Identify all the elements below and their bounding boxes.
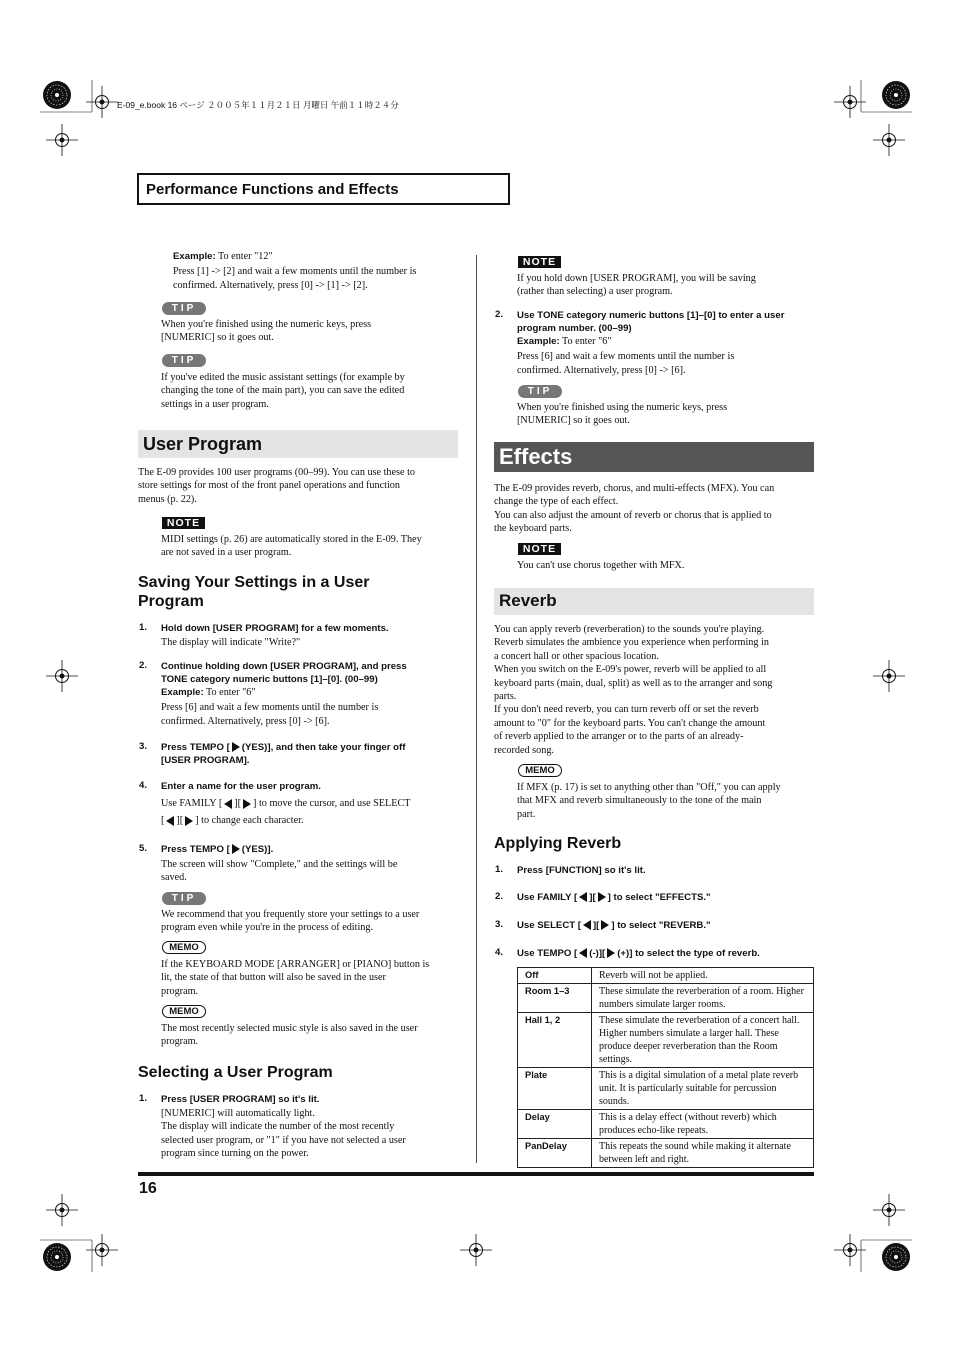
paragraph-line: a concert hall or other spacious location. [494,650,659,662]
save-step-5 [139,843,398,885]
memo-line: that MFX and reverb simultaneously to the tone of the main [517,795,762,807]
step-instruction: Hold down [USER PROGRAM] for a few moments. [161,623,389,634]
step-number: 2. [495,891,504,902]
step-number: 1. [139,1093,148,1104]
memo-1-text [161,958,429,998]
memo-3-text [517,781,781,821]
memo-line: If MFX (p. 17) is set to anything other than "Off," you can apply [517,782,781,793]
reverb-heading-bar [494,588,814,615]
step-body: The display will indicate the number of the most recently [161,1121,395,1133]
paragraph-line: store settings for most of the front panel operations and function [138,480,400,492]
step-instruction: Continue holding down [USER PROGRAM], and press [161,661,407,672]
paragraph-line: parts. [494,691,517,703]
step-instruction: Use FAMILY [ [517,892,578,903]
paragraph-line: menus (p. 22). [138,493,197,505]
paragraph-line: The E-09 provides 100 user programs (00–99). You can use these to [138,467,415,478]
step-instruction: ][ [589,892,596,903]
effects-heading-bar [494,442,814,472]
selecting-heading: Selecting a User Program [138,1064,333,1081]
right-arrow-icon [232,742,240,752]
note-line: If you hold down [USER PROGRAM], you will be saving [517,273,756,284]
right-arrow-icon [601,920,609,930]
step-instruction: (-)][ [589,948,606,959]
step-body: The screen will show "Complete," and the settings will be [161,859,398,870]
step-instruction: [USER PROGRAM]. [161,755,250,766]
tip-1-line: When you're finished using the numeric keys, press [161,319,372,330]
chapter-title-box [137,173,510,205]
user-program-intro [138,466,415,506]
example-text: To enter "12" [215,251,273,262]
note-line: are not saved in a user program. [161,547,292,559]
reverb-heading: Reverb [499,591,557,610]
step-instruction: (YES)]. [241,844,274,855]
step-body: confirmed. Alternatively, press [0] -> [6]. [517,364,686,376]
step-instruction: Use SELECT [ [517,920,581,931]
step-instruction: Enter a name for the user program. [161,781,321,792]
paragraph-line: You can apply reverb (reverberation) to the sounds you're playing. [494,624,765,635]
paragraph-line: recorded song. [494,744,554,756]
table-row [518,968,814,984]
tip-badge: TIP [162,302,206,315]
user-program-heading-bar [138,430,458,458]
reverb-type-name: Hall 1, 2 [518,1013,592,1068]
crop-header-text: E-09_e.book 16 ページ ２００５年１１月２１日 月曜日 午前１１時２４分 [117,100,399,110]
reverb-type-name: Room 1–3 [518,984,592,1013]
table-row [518,1013,814,1068]
step-instruction: ][ [592,920,600,931]
step-instruction: TONE category numeric buttons [1]–[0]. (00–99) [161,674,378,685]
saving-heading-line: Saving Your Settings in a User [138,574,370,591]
saving-heading [138,573,369,611]
effects-heading: Effects [499,444,573,469]
tip-3-line: We recommend that you frequently store your settings to a user [161,909,420,920]
paragraph-line: The E-09 provides reverb, chorus, and multi-effects (MFX). You can [494,483,775,494]
memo-line: program. [161,1036,199,1048]
tip-1-line: [NUMERIC] so it goes out. [161,332,274,344]
saving-heading-line: Program [138,593,204,610]
memo-badge: MEMO [162,1005,206,1018]
step-number: 3. [139,741,148,752]
step-body: [ [161,815,165,827]
step-instruction: Press TEMPO [ [161,742,230,753]
save-step-3 [139,741,406,767]
footer-rule [138,1172,814,1176]
example-label: Example: [517,336,560,347]
step-instruction: Use TONE category numeric buttons [1]–[0] to enter a user [517,310,785,321]
step-body: The display will indicate "Write?" [161,637,301,648]
left-arrow-icon [579,892,587,902]
right-arrow-icon [598,892,606,902]
tip-3-line: program even while you're in the process of editing. [161,922,374,934]
step-instruction: Use TEMPO [ [517,948,578,959]
memo-line: part. [517,808,536,820]
column-divider [476,255,477,1163]
user-program-heading: User Program [143,434,263,454]
step-instruction: Press [USER PROGRAM] so it's lit. [161,1094,320,1105]
tip-badge: TIP [162,354,206,367]
tip-badge: TIP [518,385,562,398]
reverb-type-description: These simulate the reverberation of a concert hall. Higher numbers simulate a larger hall. These produce deeper reverberation than the Room settings. [592,1013,814,1068]
tip-3-text [161,908,419,935]
reverb-type-description: This is a delay effect (without reverb) which produces echo-like repeats. [592,1110,814,1139]
left-arrow-icon [583,920,591,930]
step-body: Use FAMILY [ [161,798,223,809]
step-number: 4. [495,947,504,958]
right-arrow-icon [185,816,193,826]
example-text: To enter "6" [559,336,612,347]
step-number: 1. [495,864,504,875]
reverb-step-3 [495,919,711,932]
reverb-type-table [517,967,814,1168]
example-label: Example: [173,251,216,262]
save-step-1 [139,622,389,649]
reverb-type-name: Plate [518,1068,592,1110]
note-line: (rather than selecting) a user program. [517,286,673,298]
memo-line: If the KEYBOARD MODE [ARRANGER] or [PIANO] button is [161,959,430,970]
memo-line: lit, the state of that button will also be saved in the user [161,972,386,984]
intro-line-2: confirmed. Alternatively, press [0] -> [1] -> [2]. [173,279,368,291]
reverb-step-1 [495,864,646,877]
tip-2-text [161,371,405,411]
tip-2-line: If you've edited the music assistant settings (for example by [161,372,405,383]
memo-line: program. [161,985,199,997]
reverb-type-name: Delay [518,1110,592,1139]
step-number: 2. [495,309,504,320]
step-instruction: (+)] to select the type of reverb. [617,948,760,959]
reverb-type-name: Off [518,968,592,984]
memo-line: The most recently selected music style is also saved in the user [161,1023,418,1034]
step-number: 1. [139,622,148,633]
step-body: ][ [176,815,184,827]
select-step-2 [495,309,785,377]
step-instruction: Press [FUNCTION] so it's lit. [517,865,646,876]
step-instruction: Press TEMPO [ [161,844,230,855]
save-step-4 [139,780,411,828]
note-badge: NOTE [518,256,561,268]
left-arrow-icon [579,948,587,958]
reverb-type-description: These simulate the reverberation of a room. Higher numbers simulate larger rooms. [592,984,814,1013]
paragraph-line: You can also adjust the amount of reverb or chorus that is applied to [494,509,772,521]
right-arrow-icon [232,844,240,854]
reverb-type-description: Reverb will not be applied. [592,968,814,984]
tip-2-line: changing the tone of the main part), you can save the edited [161,385,405,397]
note-3-text: You can't use chorus together with MFX. [517,560,685,571]
note-badge: NOTE [518,543,561,555]
paragraph-line: When you switch on the E-09's power, reverb will be applied to all [494,664,767,676]
table-row [518,1068,814,1110]
save-step-2 [139,660,407,728]
step-instruction: program number. (00–99) [517,323,632,334]
paragraph-line: amount to "0" for the keyboard parts. You can't change the amount [494,717,766,729]
paragraph-line: change the type of each effect. [494,496,619,508]
reverb-type-description: This repeats the sound while making it alternate between left and right. [592,1139,814,1168]
effects-intro [494,482,774,536]
note-badge: NOTE [162,517,205,529]
tip-badge: TIP [162,892,206,905]
select-step-1 [139,1093,406,1161]
step-body: Press [6] and wait a few moments until the number is [161,702,379,714]
paragraph-line: If you don't need reverb, you can turn reverb off or set the reverb [494,704,759,716]
step-number: 4. [139,780,148,791]
table-row [518,1139,814,1168]
step-body: saved. [161,872,187,884]
paragraph-line: of reverb applied to the arranger or to the parts of an already- [494,731,744,743]
applying-reverb-heading: Applying Reverb [494,835,622,852]
intro-line-1: Press [1] -> [2] and wait a few moments until the number is [173,266,417,278]
step-body: confirmed. Alternatively, press [0] -> [6]. [161,715,330,727]
memo-badge: MEMO [162,941,206,954]
paragraph-line: Reverb simulates the ambience you experience when performing in [494,637,769,649]
step-number: 2. [139,660,148,671]
example-text: To enter "6" [203,687,256,698]
tip-4-line: [NUMERIC] so it goes out. [517,415,630,427]
step-body: ][ [234,798,242,809]
table-row [518,984,814,1013]
memo-badge: MEMO [518,764,562,777]
step-number: 3. [495,919,504,930]
right-arrow-icon [243,799,251,809]
example-label: Example: [161,687,204,698]
reverb-type-name: PanDelay [518,1139,592,1168]
note-line: MIDI settings (p. 26) are automatically stored in the E-09. They [161,534,422,545]
paragraph-line: keyboard parts (main, dual, split) as well as to the arranger and song [494,677,773,689]
step-instruction: ] to select "EFFECTS." [607,892,711,903]
paragraph-line: the keyboard parts. [494,523,572,535]
reverb-step-4 [495,947,760,960]
step-body: selected user program, or "1" if you have not selected a user [161,1134,406,1146]
note-1-text [161,533,422,560]
step-body: ] to change each character. [195,815,304,827]
step-instruction: ] to select "REVERB." [611,920,711,931]
right-arrow-icon [607,948,615,958]
step-body: ] to move the cursor, and use SELECT [253,798,411,809]
reverb-type-description: This is a digital simulation of a metal plate reverb unit. It is particularly suitable for percussion sounds. [592,1068,814,1110]
left-arrow-icon [166,816,174,826]
chapter-title: Performance Functions and Effects [146,181,399,198]
tip-2-line: settings in a user program. [161,398,269,410]
reverb-step-2 [495,891,711,904]
step-body: program since turning on the power. [161,1148,309,1160]
intro-example [173,250,416,292]
memo-2-text [161,1022,418,1049]
step-instruction: (YES)], and then take your finger off [241,742,406,753]
tip-1-text [161,318,371,345]
left-arrow-icon [224,799,232,809]
tip-4-text [517,401,727,428]
tip-4-line: When you're finished using the numeric keys, press [517,402,728,413]
step-number: 5. [139,843,148,854]
step-body: Press [6] and wait a few moments until the number is [517,351,735,363]
note-2-text [517,272,756,299]
reverb-intro [494,623,772,757]
table-row [518,1110,814,1139]
page-number: 16 [139,1180,157,1197]
step-body: [NUMERIC] will automatically light. [161,1108,315,1119]
